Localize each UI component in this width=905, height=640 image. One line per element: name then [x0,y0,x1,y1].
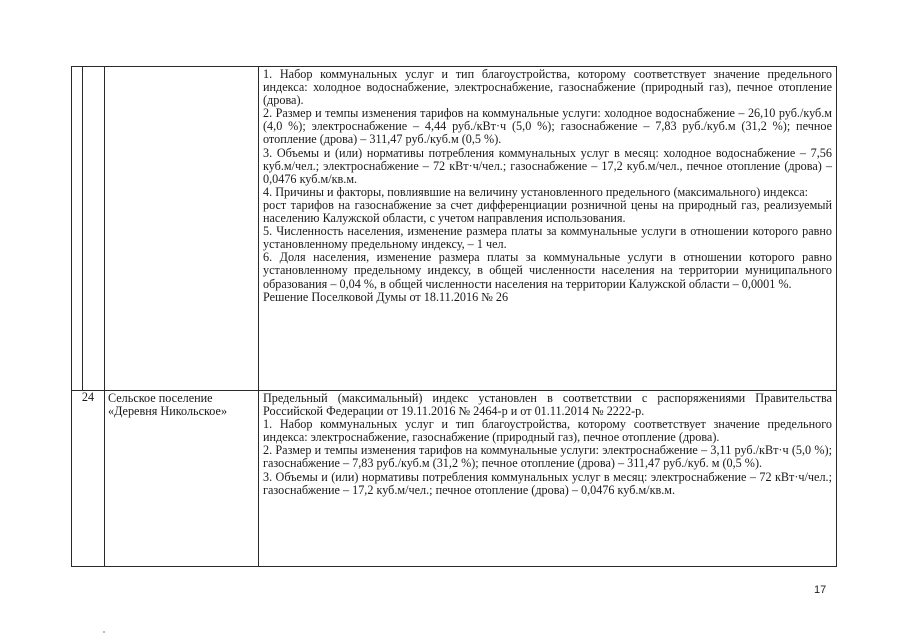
paragraph: 6. Доля населения, изменение размера платы за коммунальные услуги в отношении которого равно установленному предельному индексу, в общей численности населения на территории муниципального образования – 0,04 %, в общей численности населения на территории Калужской области – 0,0001 %. [263,250,832,291]
row-number-cell [72,67,83,391]
municipality-cell [105,67,259,391]
paragraph: 1. Набор коммунальных услуг и тип благоустройства, которому соответствует значение предельного индекса: электроснабжение, газоснабжение (природный газ), печное отопление (дрова). [263,417,832,445]
paragraph: 1. Набор коммунальных услуг и тип благоустройства, которому соответствует значение предельного индекса: холодное водоснабжение, электроснабжение, газоснабжение (природный газ), печное отопление (дрова). [263,67,832,108]
paragraph: 5. Численность населения, изменение размера платы за коммунальные услуги в отношении которого равно установленному предельному индексу, – 1 чел. [263,224,832,252]
row-number-cell-2 [83,67,105,391]
paragraph: Предельный (максимальный) индекс установлен в соответствии с распоряжениями Правительства Российской Федерации от 19.11.2016 № 2464-р и от 01.11.2014 № 2222-р. [263,391,832,419]
paragraph: 3. Объемы и (или) нормативы потребления коммунальных услуг в месяц: холодное водоснабжение – 7,56 куб.м/чел.; электроснабжение – 72 кВт·ч/чел.; газоснабжение – 17,2 куб.м/чел., печное отопление (дрова) – 0,0476 куб.м/кв.м. [263,145,832,186]
details-cell [259,391,837,567]
paragraph: 4. Причины и факторы, повлиявшие на величину установленного предельного (максимального) индекса: [263,184,809,199]
scan-speck [103,631,105,633]
table-row [72,391,837,567]
row-number-cell: 24 [72,391,105,567]
municipality-cell: Сельское поселение «Деревня Никольское» [105,391,259,567]
tariff-table [71,66,837,567]
page-number: 17 [814,584,827,596]
details-cell [259,67,837,391]
paragraph: 2. Размер и темпы изменения тарифов на коммунальные услуги: холодное водоснабжение – 26,10 руб./куб.м (4,0 %); электроснабжение – 4,44 руб./кВт·ч (5,0 %); газоснабжение – 7,83 руб./куб.м (31,2 %); печное отопление (дрова) – 311,47 руб./куб.м (0,5 %). [263,106,832,147]
table-row [72,67,837,391]
paragraph: 2. Размер и темпы изменения тарифов на коммунальные услуги: электроснабжение – 3,11 руб./кВт·ч (5,0 %); газоснабжение – 7,83 руб./куб.м (31,2 %); печное отопление (дрова) – 311,47 руб./куб. м (0,5 %). [263,443,832,471]
paragraph: рост тарифов на газоснабжение за счет дифференциации розничной цены на природный газ, реализуемый населению Калужской области, с учетом направления использования. [263,197,832,226]
decision-reference: Решение Поселковой Думы от 18.11.2016 № 26 [263,289,509,304]
paragraph: 3. Объемы и (или) нормативы потребления коммунальных услуг в месяц: электроснабжение – 72 кВт·ч/чел.; газоснабжение – 17,2 куб.м/чел.; печное отопление (дрова) – 0,0476 куб.м/кв.м. [263,469,832,497]
